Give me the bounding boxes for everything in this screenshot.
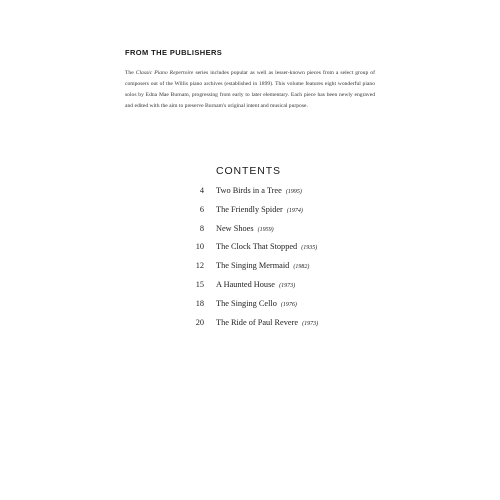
toc-entry: [170, 184, 390, 203]
toc-title-text: The Friendly Spider: [216, 204, 283, 214]
toc-entry: [170, 259, 390, 278]
toc-year: (1982): [293, 264, 310, 271]
intro-text-rest: series includes popular as well as lesser-known pieces from a select group of composers out of the Willis piano archives (established in 1899). This volume features eight wonderful piano solos by Edna Mae Burnam, progressing from early to later elementary. Each piece has been newly engraved and edited with the aim to preserve Burnam's original intent and musical purpose.: [125, 70, 375, 109]
toc-page-number: 4: [199, 186, 204, 195]
toc-page-number: 15: [195, 279, 204, 289]
toc-entry: [170, 316, 390, 335]
toc-piece-title: [216, 299, 297, 308]
toc-piece-title: [216, 205, 303, 214]
contents-title: CONTENTS: [216, 165, 281, 177]
toc-year: (1973): [279, 282, 296, 289]
toc-page-number: 6: [199, 204, 204, 214]
toc-year: (1973): [302, 320, 319, 327]
toc-year: (1959): [257, 226, 274, 233]
toc-page-number: 18: [195, 298, 204, 308]
toc-entry: [170, 297, 390, 316]
toc-year: (1995): [285, 189, 302, 195]
toc-piece-title: [216, 224, 274, 233]
toc-title-text: New Shoes: [216, 223, 254, 233]
publisher-note-paragraph: [125, 68, 375, 112]
toc-entry: [170, 203, 390, 222]
toc-piece-title: [216, 242, 317, 251]
toc-piece-title: [216, 318, 318, 327]
series-name: Classic Piano Repertoire: [135, 70, 194, 76]
toc-piece-title: [216, 186, 302, 195]
toc-title-text: A Haunted House: [216, 279, 275, 289]
toc-title-text: The Singing Cello: [216, 298, 277, 308]
toc-year: (1976): [280, 301, 297, 308]
toc-piece-title: [216, 261, 309, 270]
toc-page-number: 10: [195, 242, 204, 252]
toc-title-text: The Clock That Stopped: [216, 242, 298, 252]
toc-page-number: 8: [199, 223, 204, 233]
toc-entry: [170, 240, 390, 259]
publisher-note-heading: FROM THE PUBLISHERS: [125, 48, 223, 57]
table-of-contents: [170, 184, 390, 334]
toc-entry: [170, 222, 390, 241]
toc-year: (1935): [301, 245, 318, 252]
toc-page-number: 12: [195, 261, 204, 271]
toc-piece-title: [216, 280, 295, 289]
intro-text-start: The: [125, 70, 136, 76]
toc-year: (1974): [286, 207, 303, 214]
toc-title-text: The Ride of Paul Revere: [216, 317, 299, 327]
toc-title-text: The Singing Mermaid: [216, 261, 290, 271]
toc-page-number: 20: [195, 317, 204, 327]
toc-title-text: Two Birds in a Tree: [216, 186, 282, 195]
toc-entry: [170, 278, 390, 297]
